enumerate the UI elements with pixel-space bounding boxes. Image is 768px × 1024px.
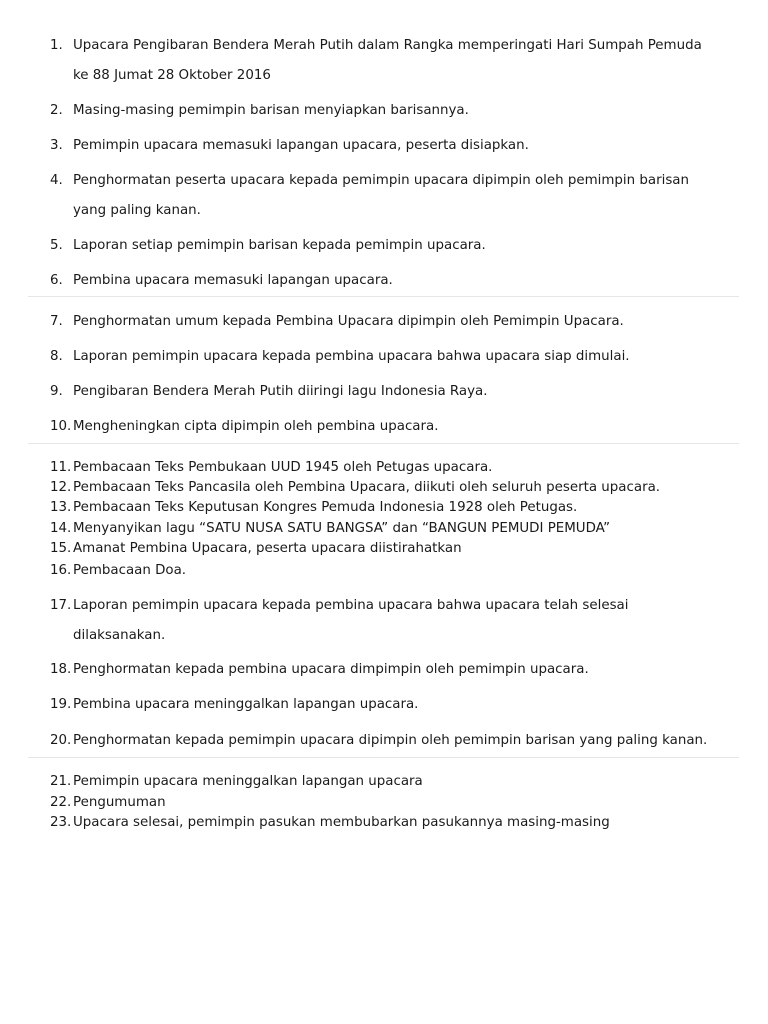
item-text-continuation: dilaksanakan.: [73, 628, 166, 643]
item-number: 5.: [50, 238, 63, 253]
item-number: 3.: [50, 138, 63, 153]
item-number: 15.: [50, 541, 72, 556]
item-text: Laporan pemimpin upacara kepada pembina upacara bahwa upacara telah selesai: [73, 598, 629, 613]
item-text: Laporan pemimpin upacara kepada pembina upacara bahwa upacara siap dimulai.: [73, 349, 630, 364]
item-number: 18.: [50, 662, 72, 677]
item-text: Pembacaan Teks Pembukaan UUD 1945 oleh Petugas upacara.: [73, 460, 493, 475]
item-text: Amanat Pembina Upacara, peserta upacara diistirahatkan: [73, 541, 462, 556]
item-text: Pemimpin upacara meninggalkan lapangan upacara: [73, 774, 423, 789]
item-text: Penghormatan kepada pemimpin upacara dipimpin oleh pemimpin barisan yang paling kanan.: [73, 733, 708, 748]
item-text: Menyanyikan lagu “SATU NUSA SATU BANGSA” dan “BANGUN PEMUDI PEMUDA”: [73, 521, 611, 536]
item-text: Pembacaan Teks Pancasila oleh Pembina Upacara, diikuti oleh seluruh peserta upacara.: [73, 480, 661, 495]
item-text: Penghormatan peserta upacara kepada pemimpin upacara dipimpin oleh pemimpin barisan: [73, 173, 689, 188]
item-number: 10.: [50, 419, 72, 434]
item-text: Upacara selesai, pemimpin pasukan membubarkan pasukannya masing-masing: [73, 815, 610, 830]
item-text: Laporan setiap pemimpin barisan kepada pemimpin upacara.: [73, 238, 486, 253]
item-text: Pembina upacara meninggalkan lapangan upacara.: [73, 697, 419, 712]
item-text: Penghormatan umum kepada Pembina Upacara dipimpin oleh Pemimpin Upacara.: [73, 314, 624, 329]
section-divider: [28, 296, 739, 297]
item-text: Penghormatan kepada pembina upacara dimpimpin oleh pemimpin upacara.: [73, 662, 589, 677]
item-number: 7.: [50, 314, 63, 329]
item-number: 14.: [50, 521, 72, 536]
item-number: 2.: [50, 103, 63, 118]
item-text: Upacara Pengibaran Bendera Merah Putih dalam Rangka memperingati Hari Sumpah Pemuda: [73, 38, 702, 53]
item-text: Mengheningkan cipta dipimpin oleh pembina upacara.: [73, 419, 439, 434]
item-number: 13.: [50, 500, 72, 515]
item-text-continuation: yang paling kanan.: [73, 203, 201, 218]
item-text: Pembacaan Doa.: [73, 563, 187, 578]
item-number: 22.: [50, 795, 72, 810]
item-number: 11.: [50, 460, 72, 475]
item-number: 19.: [50, 697, 72, 712]
item-number: 20.: [50, 733, 72, 748]
item-number: 17.: [50, 598, 72, 613]
item-text: Pembacaan Teks Keputusan Kongres Pemuda Indonesia 1928 oleh Petugas.: [73, 500, 578, 515]
item-number: 6.: [50, 273, 63, 288]
item-text-continuation: ke 88 Jumat 28 Oktober 2016: [73, 68, 271, 83]
item-text: Pengibaran Bendera Merah Putih diiringi lagu Indonesia Raya.: [73, 384, 488, 399]
item-number: 21.: [50, 774, 72, 789]
item-number: 16.: [50, 563, 72, 578]
section-divider: [28, 443, 739, 444]
item-text: Pembina upacara memasuki lapangan upacara.: [73, 273, 393, 288]
item-number: 23.: [50, 815, 72, 830]
item-number: 4.: [50, 173, 63, 188]
item-text: Pengumuman: [73, 795, 166, 810]
item-number: 1.: [50, 38, 63, 53]
item-text: Pemimpin upacara memasuki lapangan upacara, peserta disiapkan.: [73, 138, 529, 153]
item-text: Masing-masing pemimpin barisan menyiapkan barisannya.: [73, 103, 469, 118]
section-divider: [28, 757, 739, 758]
item-number: 8.: [50, 349, 63, 364]
item-number: 9.: [50, 384, 63, 399]
item-number: 12.: [50, 480, 72, 495]
